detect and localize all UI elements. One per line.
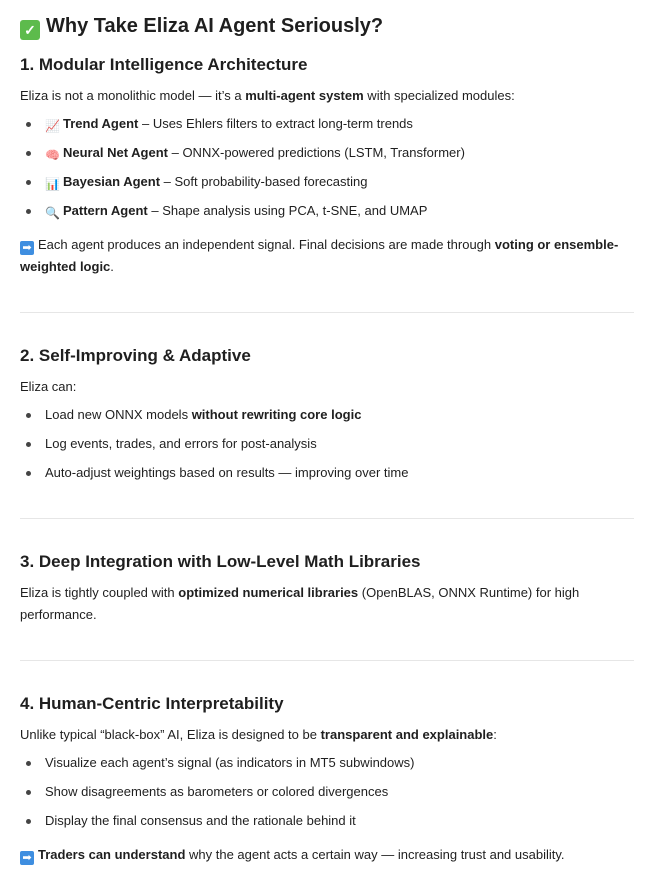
list-item [20,781,634,810]
text: – Shape analysis using PCA, t-SNE, and UMAP [147,203,428,218]
text: Visualize each agent’s signal (as indicators in MT5 subwindows) [45,755,415,770]
text: – Uses Ehlers filters to extract long-term trends [138,116,413,131]
list-item [20,171,634,200]
text: Display the final consensus and the rationale behind it [45,813,356,828]
chart-increasing-icon: 📈 [45,119,60,133]
section-note [20,844,634,866]
brain-icon: 🧠 [45,148,60,162]
page-title [20,15,383,40]
bold-text: Trend Agent [63,116,139,131]
text: Load new ONNX models [45,407,192,422]
text: with specialized modules: [363,88,515,103]
section-heading: 1. Modular Intelligence Architecture [20,55,308,74]
text: . [110,259,114,274]
list-item [20,810,634,839]
agent-list [20,113,634,229]
text: Eliza is not a monolithic model — it’s a [20,88,246,103]
text: Each agent produces an independent signal. Final decisions are made through [38,237,495,252]
section-self-improving [20,346,634,491]
bold-text: multi-agent system [245,88,364,103]
list-item [20,752,634,781]
section-heading: 3. Deep Integration with Low-Level Math Libraries [20,552,421,571]
text: Log events, trades, and errors for post-analysis [45,436,317,451]
section-intro: Eliza can: [20,379,77,394]
right-arrow-icon: ➡ [20,241,34,255]
list-item [20,404,634,433]
section-intro [20,724,634,746]
text: Eliza is tightly coupled with [20,585,179,600]
divider [20,660,634,661]
section-intro [20,582,590,626]
section-math-libraries [20,552,634,626]
section-note [20,234,634,278]
section-heading: 2. Self-Improving & Adaptive [20,346,251,365]
divider [20,518,634,519]
interpretability-list [20,752,634,839]
list-item [20,113,634,142]
section-modular [20,55,634,278]
text: – ONNX-powered predictions (LSTM, Transformer) [167,145,465,160]
text: Unlike typical “black-box” AI, Eliza is designed to be [20,727,321,742]
section-interpretability [20,694,634,866]
section-heading: 4. Human-Centric Interpretability [20,694,284,713]
bold-text: Neural Net Agent [63,145,168,160]
text: : [493,727,497,742]
list-item [20,200,634,229]
capability-list [20,404,634,491]
list-item [20,462,634,491]
check-mark-icon: ✓ [20,20,40,40]
magnifier-icon: 🔍 [45,206,60,220]
bold-text: transparent and explainable [320,727,494,742]
text: why the agent acts a certain way — increasing trust and usability. [185,847,565,862]
bold-text: without rewriting core logic [191,407,362,422]
text: (OpenBLAS, ONNX Runtime) for high performance. [20,585,580,622]
text: Auto-adjust weightings based on results — improving over time [45,465,409,480]
list-item [20,433,634,462]
bold-text: Traders can understand [38,847,186,862]
bold-text: voting or ensemble-weighted logic [20,237,619,274]
page-title-text: Why Take Eliza AI Agent Seriously? [46,15,384,37]
bold-text: Bayesian Agent [63,174,161,189]
divider [20,312,634,313]
text: – Soft probability-based forecasting [160,174,368,189]
bold-text: optimized numerical libraries [178,585,359,600]
list-item [20,142,634,171]
right-arrow-icon: ➡ [20,851,34,865]
bold-text: Pattern Agent [63,203,148,218]
section-intro [20,85,634,107]
bar-chart-icon: 📊 [45,177,60,191]
text: Show disagreements as barometers or colored divergences [45,784,389,799]
